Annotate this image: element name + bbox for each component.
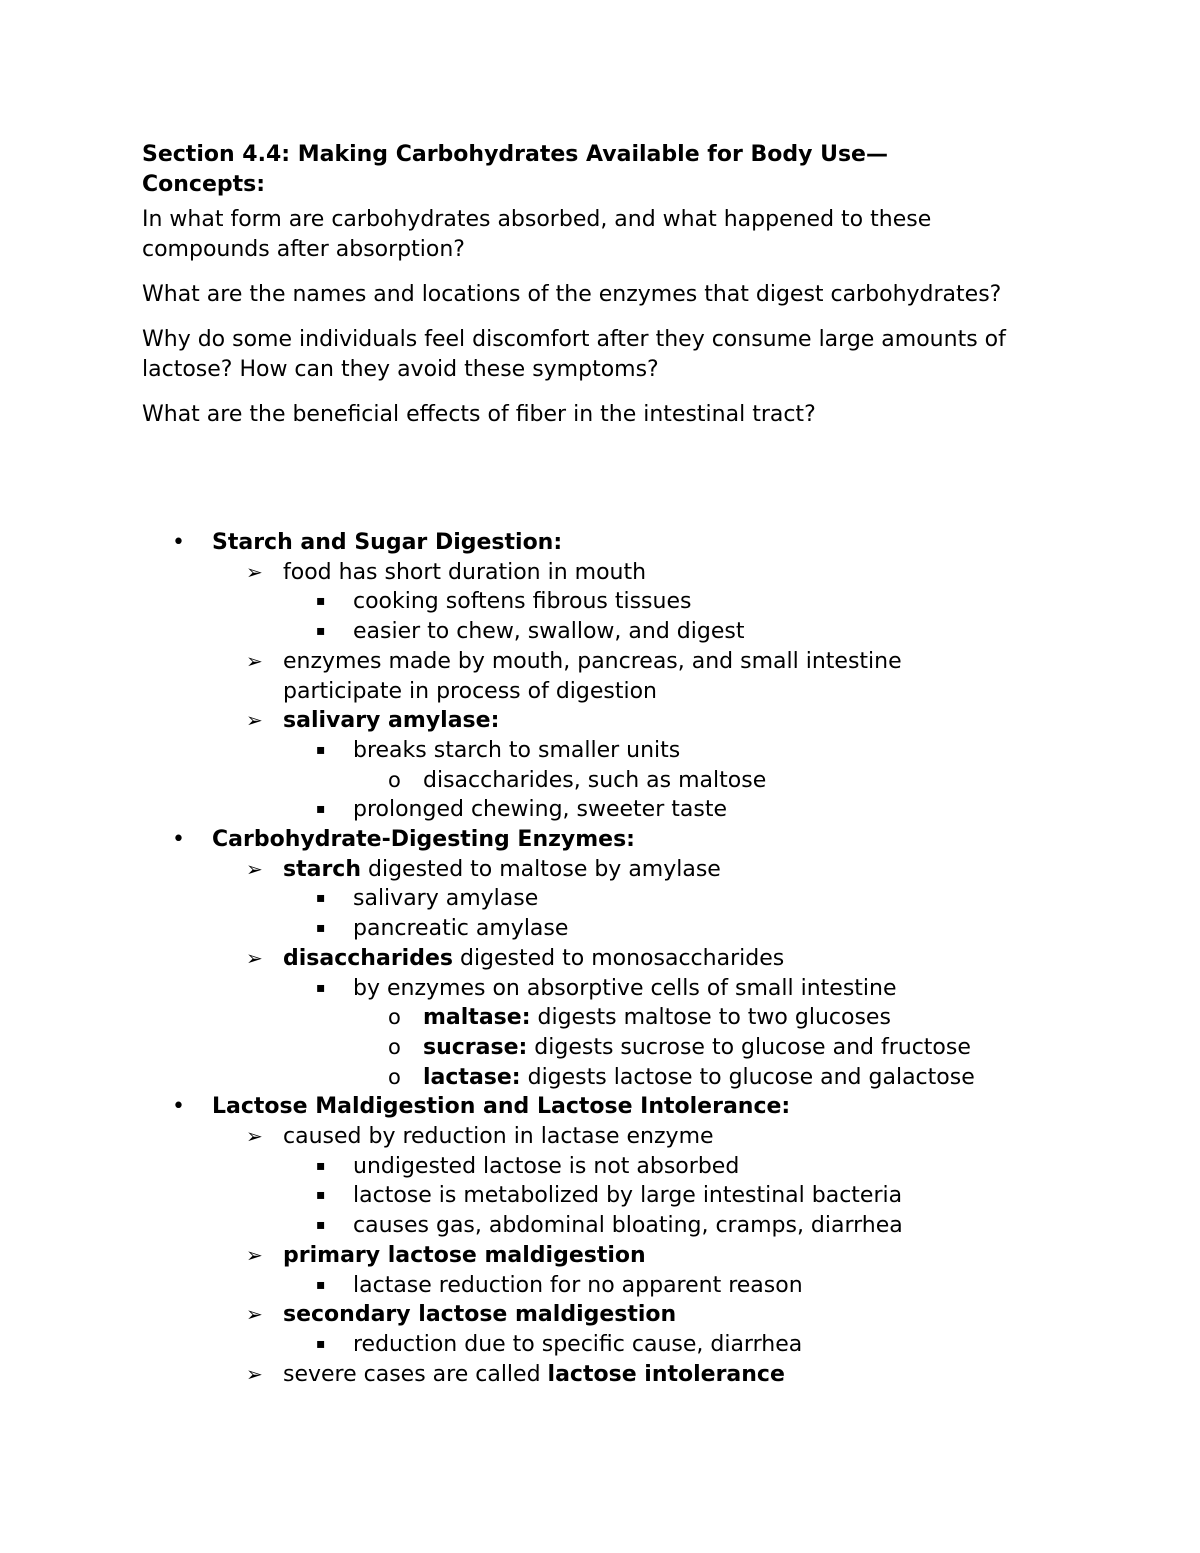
- outline-item: [142, 855, 1062, 885]
- outline-subitem: [142, 1211, 1062, 1241]
- outline-subitem: [142, 1330, 1062, 1360]
- outline-subitem: [142, 974, 1062, 1004]
- arrowhead-bullet-icon: ➢: [246, 648, 263, 673]
- section-title-line-2: Concepts:: [142, 172, 266, 197]
- arrowhead-bullet-icon: ➢: [246, 945, 263, 970]
- outline-item: [142, 706, 1062, 736]
- heading-text: Lactose Maldigestion and Lactose Intolerance:: [212, 1094, 791, 1120]
- notes-outline: [142, 528, 1062, 1389]
- item-text: lactase reduction for no apparent reason: [353, 1272, 803, 1298]
- outline-heading-enzymes: [142, 825, 1062, 855]
- item-text: salivary amylase:: [283, 708, 500, 734]
- concept-question-3: Why do some individuals feel discomfort after they consume large amounts of lactose? How can they avoid these symptoms?: [142, 327, 1006, 382]
- item-text: easier to chew, swallow, and digest: [353, 619, 745, 645]
- outline-item: [142, 1241, 1062, 1271]
- outline-subitem: [142, 914, 1062, 944]
- square-bullet-icon: ▪: [316, 1157, 326, 1174]
- outline-subsubitem: [142, 1033, 1062, 1063]
- outline-item: [142, 647, 983, 706]
- square-bullet-icon: ▪: [316, 1335, 326, 1352]
- outline-item: [142, 1360, 1062, 1390]
- concept-question-2: What are the names and locations of the enzymes that digest carbohydrates?: [142, 282, 1002, 307]
- square-bullet-icon: ▪: [316, 1217, 326, 1234]
- concept-question-4: What are the beneficial effects of fiber in the intestinal tract?: [142, 402, 816, 427]
- outline-subsubitem: [142, 1063, 1062, 1093]
- outline-subsubitem: [142, 766, 1062, 796]
- item-text: breaks starch to smaller units: [353, 737, 681, 763]
- square-bullet-icon: ▪: [316, 1187, 326, 1204]
- square-bullet-icon: ▪: [316, 979, 326, 996]
- outline-subsubitem: [142, 1003, 1062, 1033]
- outline-heading-starch: [142, 528, 1062, 558]
- outline-subitem: [142, 1271, 1062, 1301]
- document-page: [142, 140, 1062, 1387]
- item-text: secondary lactose maldigestion: [283, 1302, 677, 1328]
- item-text: digests lactose to glucose and galactose: [520, 1064, 975, 1090]
- item-text: primary lactose maldigestion: [283, 1242, 646, 1268]
- circle-bullet-icon: o: [388, 1034, 401, 1059]
- outline-item: [142, 1300, 1062, 1330]
- item-text: digested to maltose by amylase: [361, 856, 721, 882]
- item-text: prolonged chewing, sweeter taste: [353, 797, 727, 823]
- square-bullet-icon: ▪: [316, 801, 326, 818]
- arrowhead-bullet-icon: ➢: [246, 1302, 263, 1327]
- outline-subitem: [142, 795, 1062, 825]
- item-term: sucrase:: [423, 1034, 528, 1060]
- arrowhead-bullet-icon: ➢: [246, 559, 263, 584]
- item-text: lactose is metabolized by large intestinal bacteria: [353, 1183, 903, 1209]
- square-bullet-icon: ▪: [316, 920, 326, 937]
- item-text: salivary amylase: [353, 886, 539, 912]
- item-text: undigested lactose is not absorbed: [353, 1153, 740, 1179]
- outline-subitem: [142, 587, 1062, 617]
- item-term: maltase:: [423, 1005, 531, 1031]
- section-title: [142, 140, 1062, 200]
- arrowhead-bullet-icon: ➢: [246, 708, 263, 733]
- outline-heading-lactose: [142, 1092, 1062, 1122]
- outline-item: [142, 558, 1062, 588]
- round-bullet-icon: •: [172, 827, 185, 853]
- outline-subitem: [142, 1152, 1062, 1182]
- arrowhead-bullet-icon: ➢: [246, 1124, 263, 1149]
- item-text: digests maltose to two glucoses: [530, 1005, 891, 1031]
- concept-question-1: In what form are carbohydrates absorbed, and what happened to these compounds after absorption?: [142, 207, 932, 262]
- item-text: digested to monosaccharides: [452, 945, 785, 971]
- heading-text: Starch and Sugar Digestion:: [212, 530, 563, 555]
- item-term: lactase:: [423, 1064, 521, 1090]
- outline-subitem: [142, 884, 1062, 914]
- item-text: pancreatic amylase: [353, 916, 569, 942]
- square-bullet-icon: ▪: [316, 593, 326, 610]
- arrowhead-bullet-icon: ➢: [246, 1361, 263, 1386]
- item-text: causes gas, abdominal bloating, cramps, diarrhea: [353, 1213, 903, 1239]
- item-text: reduction due to specific cause, diarrhea: [353, 1331, 803, 1357]
- outline-item: [142, 1122, 1062, 1152]
- circle-bullet-icon: o: [388, 767, 401, 792]
- item-term: disaccharides: [283, 945, 453, 971]
- circle-bullet-icon: o: [388, 1005, 401, 1030]
- item-term: lactose intolerance: [547, 1361, 785, 1387]
- square-bullet-icon: ▪: [316, 623, 326, 640]
- item-text: disaccharides, such as maltose: [423, 767, 767, 793]
- outline-subitem: [142, 736, 1062, 766]
- arrowhead-bullet-icon: ➢: [246, 856, 263, 881]
- outline-item: [142, 944, 1062, 974]
- round-bullet-icon: •: [172, 1094, 185, 1120]
- item-text: cooking softens fibrous tissues: [353, 589, 692, 615]
- item-text: caused by reduction in lactase enzyme: [283, 1124, 714, 1150]
- item-text: digests sucrose to glucose and fructose: [527, 1034, 971, 1060]
- square-bullet-icon: ▪: [316, 741, 326, 758]
- outline-subitem: [142, 1181, 1062, 1211]
- item-text: food has short duration in mouth: [283, 559, 647, 585]
- heading-text: Carbohydrate-Digesting Enzymes:: [212, 827, 635, 853]
- square-bullet-icon: ▪: [316, 890, 326, 907]
- arrowhead-bullet-icon: ➢: [246, 1242, 263, 1267]
- item-text: by enzymes on absorptive cells of small intestine: [353, 975, 897, 1001]
- item-text: severe cases are called: [283, 1361, 548, 1387]
- outline-subitem: [142, 617, 1062, 647]
- section-title-line-1: Section 4.4: Making Carbohydrates Available for Body Use—: [142, 142, 888, 167]
- item-text: enzymes made by mouth, pancreas, and small intestine participate in process of digestion: [283, 648, 902, 704]
- round-bullet-icon: •: [172, 530, 185, 555]
- item-term: starch: [283, 856, 362, 882]
- circle-bullet-icon: o: [388, 1064, 401, 1089]
- square-bullet-icon: ▪: [316, 1276, 326, 1293]
